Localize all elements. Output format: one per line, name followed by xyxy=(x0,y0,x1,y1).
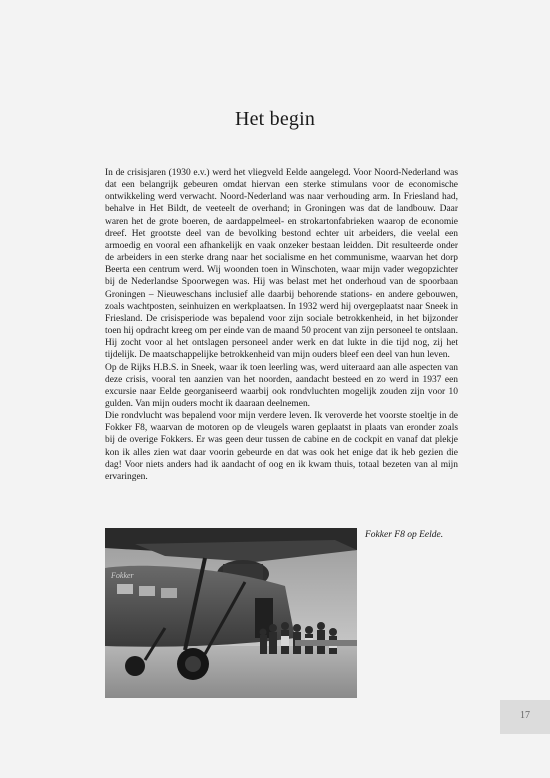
paragraph: Op de Rijks H.B.S. in Sneek, waar ik toen leerling was, werd uiteraard aan alle aspecten van deze crisis, vooral ten aanzien van het noorden, aandacht besteed en zo werd in 1937 een excursie naar Eelde georganiseerd waarbij ook rondvluchten mogelijk zouden zijn voor 10 gulden. Van mijn ouders mocht ik daaraan deelnemen. xyxy=(105,362,458,409)
fokker-photo-illustration xyxy=(105,528,357,698)
photo-caption: Fokker F8 op Eelde. xyxy=(365,530,444,540)
fokker-photo xyxy=(105,528,357,698)
body-text xyxy=(105,167,458,483)
page-number: 17 xyxy=(520,710,530,721)
paragraph: In de crisisjaren (1930 e.v.) werd het vliegveld Eelde aangelegd. Voor Noord-Nederland was dat een belangrijk gebeuren omdat hiervan een sterke stimulans voor de economische ontwikkeling werd verwacht. Noord-Nederland was naar verhouding arm. In Friesland had, behalve in Het Bildt, de veeteelt de overhand; in Groningen was dat de landbouw. Daar waren het de grote boeren, de aardappelmeel- en strokartonfabrieken waarop de economie dreef. Het grootste deel van de bevolking bestond echter uit arbeiders, die veelal een armoedig en vooral een afhankelijk en vaak onzeker bestaan leidden. Dit resulteerde onder de arbeiders in een sterke drang naar het socialisme en het communisme, waarvan het dorp Beerta een centrum werd. Wij woonden toen in Winschoten, waar mijn vader wegopzichter bij de Nederlandse Spoorwegen was. Hij was belast met het onderhoud van de spoorbaan Groningen – Nieuweschans inclusief alle daarbij behorende stations- en andere gebouwen, zoals wachtposten, seinhuizen en werkplaatsen. In 1932 werd hij overgeplaatst naar Sneek in Friesland. De crisisperiode was bepalend voor zijn sociale betrokkenheid, in het bijzonder toen hij opdracht kreeg om per einde van de maand 50 procent van zijn personeel te ontslaan. Hij zocht voor al het ontslagen personeel ander werk en dat lukte in die tijd nog, zij het tijdelijk. De maatschappelijke betrokkenheid van mijn ouders bleef een deel van hun leven. xyxy=(105,168,458,361)
chapter-title: Het begin xyxy=(234,108,316,130)
fuselage-lettering: Fokker xyxy=(111,571,134,580)
page-number-tab xyxy=(500,700,550,734)
paragraph: Die rondvlucht was bepalend voor mijn verdere leven. Ik veroverde het voorste stoeltje in de Fokker F8, waarvan de motoren op de vleugels waren geplaatst in plaats van eronder zoals bij de overige Fokkers. Er was geen deur tussen de cabine en de cockpit en vanaf dat plekje kon ik alles zien wat daar voorin gebeurde en dat was ook het enige dat ik heb gezien die dag! Voor niets anders had ik aandacht of oog en ik kwam thuis, totaal bezeten van al mijn ervaringen. xyxy=(105,411,458,482)
